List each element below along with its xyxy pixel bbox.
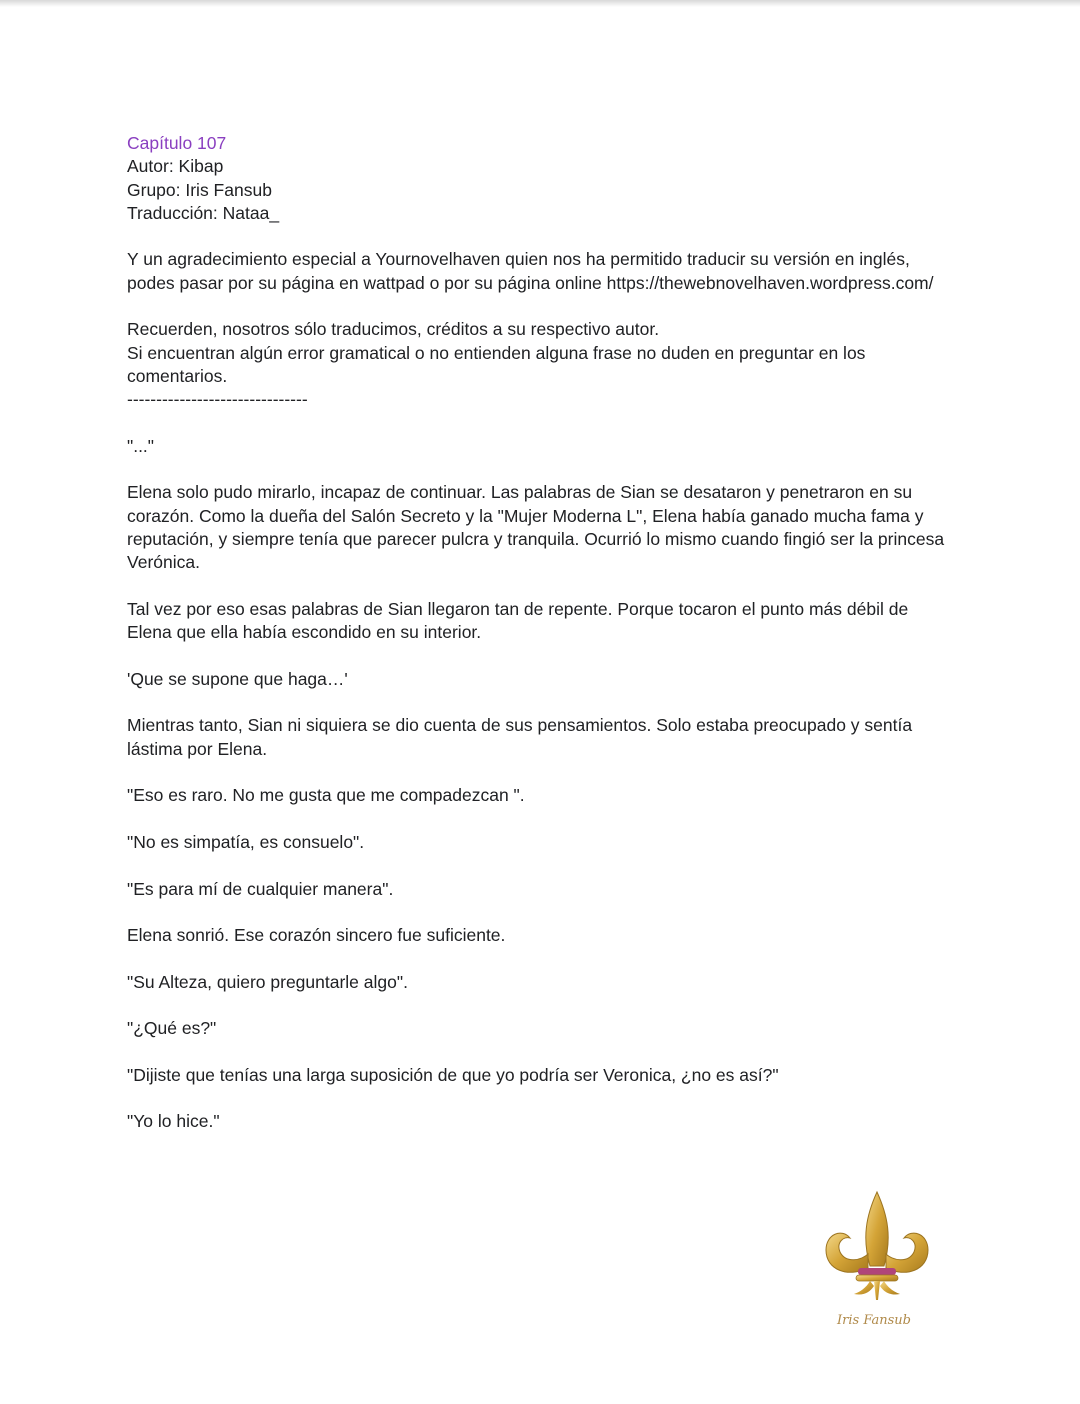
story-paragraph [127, 668, 967, 691]
story-line: "Yo lo hice." [127, 1111, 220, 1132]
credits-paragraph [127, 248, 967, 295]
story-paragraph [127, 1017, 967, 1040]
chapter-title: Capítulo 107 [127, 133, 227, 153]
story-line: Mientras tanto, Sian ni siquiera se dio cuenta de sus pensamientos. Solo estaba preocupado y sentía [127, 715, 913, 736]
logo-caption: Iris Fansub [837, 1313, 911, 1328]
story-line: "Su Alteza, quiero preguntarle algo". [127, 971, 408, 992]
story-line: reputación, y siempre tenía que parecer pulcra y tranquila. Ocurrió lo mismo cuando fingió ser la princesa [127, 529, 945, 550]
credits-line: podes pasar por su página en wattpad o por su página online https://thewebnovelhaven.wordpress.com/ [127, 272, 934, 293]
story-line: "Eso es raro. No me gusta que me compadezcan ". [127, 785, 525, 806]
top-shadow [0, 0, 1080, 7]
story-line: Elena solo pudo mirarlo, incapaz de continuar. Las palabras de Sian se desataron y penetraron en su [127, 482, 913, 503]
notice-paragraph [127, 318, 967, 411]
author-line: Autor: Kibap [127, 156, 224, 177]
story-line: Elena que ella había escondido en su interior. [127, 622, 482, 643]
story-line: "..." [127, 435, 155, 456]
group-line: Grupo: Iris Fansub [127, 179, 272, 200]
document-page [127, 132, 967, 1134]
story-paragraph [127, 1110, 967, 1133]
translation-line: Traducción: Nataa_ [127, 202, 280, 223]
fleur-de-lis-icon [818, 1188, 936, 1338]
story-line: "Dijiste que tenías una larga suposición de que yo podría ser Veronica, ¿no es así?" [127, 1064, 779, 1085]
story-line: "Es para mí de cualquier manera". [127, 878, 394, 899]
notice-line: Recuerden, nosotros sólo traducimos, créditos a su respectivo autor. [127, 319, 660, 340]
story-line: Tal vez por eso esas palabras de Sian llegaron tan de repente. Porque tocaron el punto más débil de [127, 598, 909, 619]
story-line: Elena sonrió. Ese corazón sincero fue suficiente. [127, 925, 506, 946]
story-paragraph [127, 598, 967, 645]
story-paragraph [127, 784, 967, 807]
story-paragraph [127, 971, 967, 994]
story-line: "No es simpatía, es consuelo". [127, 831, 365, 852]
notice-line: comentarios. [127, 365, 228, 386]
story-line: "¿Qué es?" [127, 1018, 217, 1039]
story-line: Verónica. [127, 552, 200, 573]
notice-line: Si encuentran algún error gramatical o no entienden alguna frase no duden en preguntar en los [127, 342, 866, 363]
story-paragraph [127, 924, 967, 947]
story-paragraph [127, 831, 967, 854]
story-paragraph [127, 1064, 967, 1087]
story-line: 'Que se supone que haga…' [127, 668, 348, 689]
chapter-header [127, 132, 967, 225]
credits-line: Y un agradecimiento especial a Yournovelhaven quien nos ha permitido traducir su versión en inglés, [127, 249, 910, 270]
story-line: lástima por Elena. [127, 738, 268, 759]
story-paragraph [127, 714, 967, 761]
story-paragraph [127, 878, 967, 901]
story-line: corazón. Como la dueña del Salón Secreto y la "Mujer Moderna L", Elena había ganado mucha fama y [127, 505, 924, 526]
separator-line: ------------------------------- [127, 389, 308, 410]
story-body [127, 435, 967, 1134]
story-paragraph [127, 481, 967, 574]
story-paragraph [127, 435, 967, 458]
